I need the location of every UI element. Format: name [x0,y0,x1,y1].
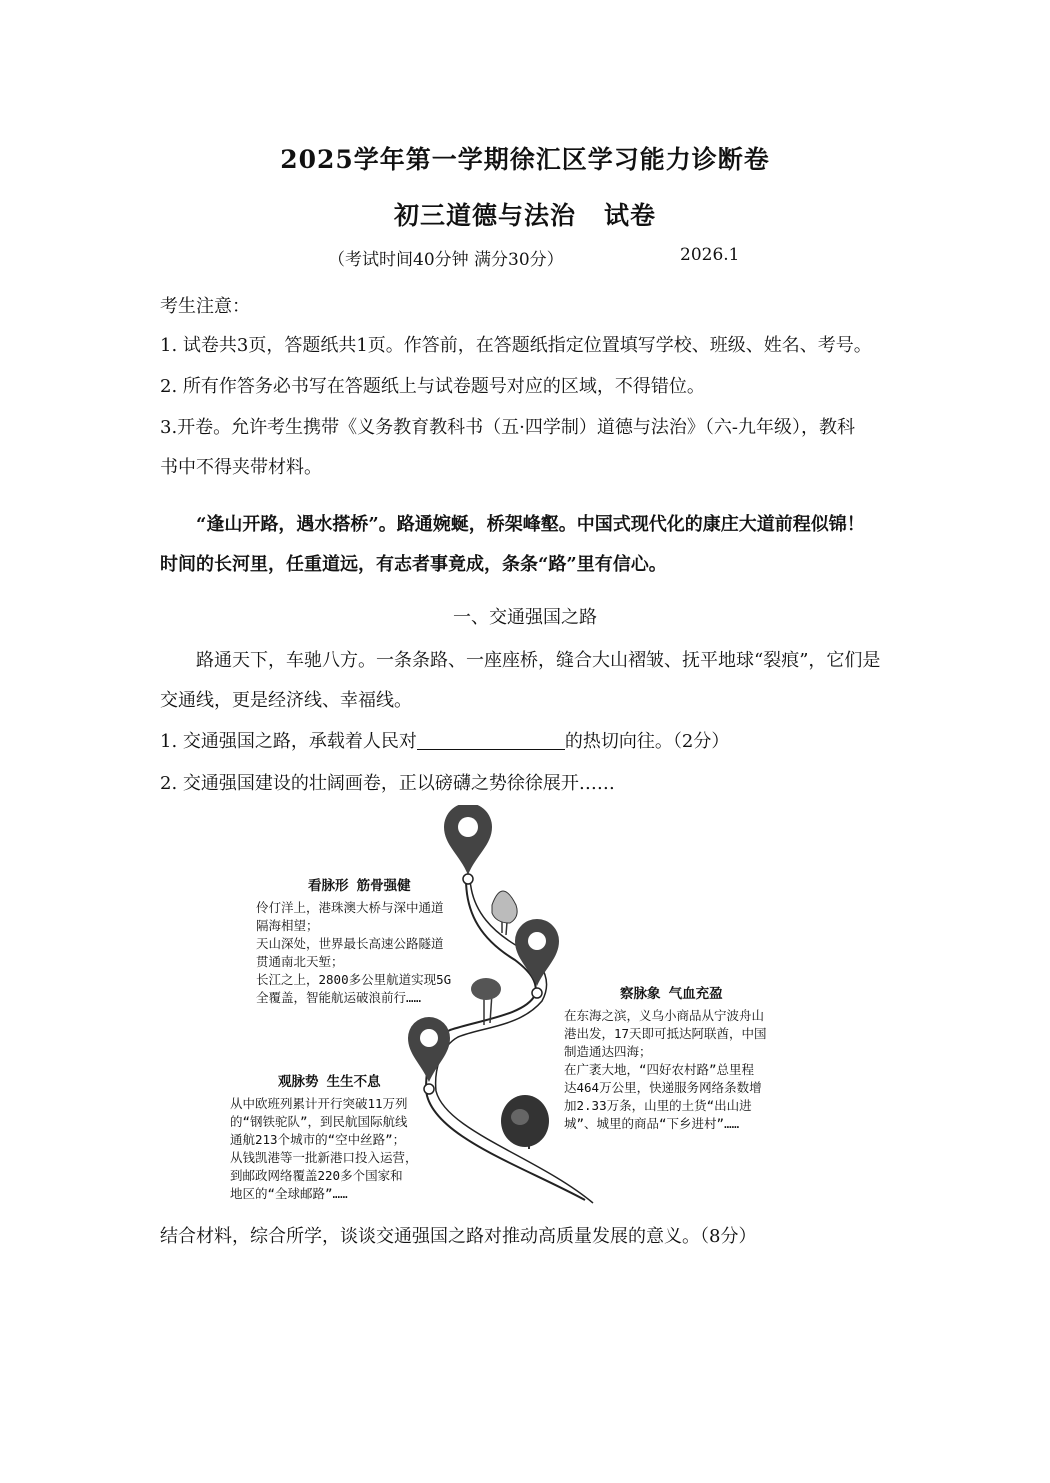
block-right-line: 加2.33万条，山里的土货“出山进 [564,1098,752,1113]
block-bottom-line: 通航213个城市的“空中丝路”； [230,1132,406,1147]
paper-label: 试卷 [604,201,657,230]
exam-date: 2026.1 [680,245,740,265]
block-right-line: 在广袤大地，“四好农村路”总里程 [564,1062,755,1077]
exam-info: （考试时间40分钟 满分30分） [328,250,564,270]
exam-title: 2025学年第一学期徐汇区学习能力诊断卷 [280,145,770,174]
block-bottom-heading: 观脉势 生生不息 [278,1074,381,1090]
block-left-line: 天山深处，世界最长高速公路隧道 [256,936,444,951]
block-bottom-line: 地区的“全球邮路”…… [230,1186,348,1201]
location-pin-icon [515,919,559,998]
intro-line-1: “逢山开路，遇水搭桥”。路通婉蜒，桥架峰壑。中国式现代化的康庄大道前程似锦！ [196,514,865,535]
block-left-line: 长江之上，2800多公里航道实现5G [256,972,452,987]
block-right-line: 制造通达四海； [564,1044,652,1059]
answer-blank [417,731,565,750]
block-right-line: 城”、城里的商品“下乡进村”…… [564,1116,740,1131]
text-block-bottom [230,1073,418,1203]
question-2: 2. 交通强国建设的壮阔画卷，正以磅礴之势徐徐展开…… [160,773,615,794]
notice-item-2: 2. 所有作答务必书写在答题纸上与试卷题号对应的区域，不得错位。 [160,376,705,397]
exam-subtitle [0,196,1050,232]
notice-heading: 考生注意： [160,296,250,317]
block-left-line: 隔海相望； [256,918,319,933]
block-left-heading: 看脉形 筋骨强健 [308,878,411,894]
block-bottom-line: 的“钢铁驼队”，到民航国际航线 [230,1114,408,1129]
block-right-line: 在东海之滨，义乌小商品从宁波舟山 [564,1008,765,1023]
tree-icon [501,1095,549,1149]
block-right-line: 港出发，17天即可抵达阿联酋，中国 [564,1026,767,1041]
block-left-line: 伶仃洋上，港珠澳大桥与深中通道 [256,900,444,915]
section-paragraph-line-1: 路通天下，车驰八方。一条条路、一座座桥，缝合大山褶皱、抚平地球“裂痕”，它们是 [196,650,881,671]
block-left-line: 贯通南北天堑； [256,954,344,969]
question-1-score: 的热切向往。（2分） [564,731,730,752]
text-block-left [256,877,451,1007]
block-right-heading: 察脉象 气血充盈 [620,986,723,1002]
notice-item-1: 1. 试卷共3页，答题纸共1页。作答前，在答题纸指定位置填写学校、班级、姓名、考号。 [160,335,872,356]
block-bottom-line: 从中欧班列累计开行突破11万列 [230,1096,408,1111]
location-pin-icon [444,805,492,884]
block-bottom-line: 从钱凯港等一批新港口投入运营， [230,1150,418,1165]
subject-name: 初三道德与法治 [393,201,576,230]
road-map-figure [220,805,820,1210]
question-2-task: 结合材料，综合所学，谈谈交通强国之路对推动高质量发展的意义。（8分） [160,1226,757,1247]
section-paragraph-line-2: 交通线，更是经济线、幸福线。 [160,690,412,711]
block-right-line: 达464万公里，快递服务网络条数增 [564,1080,762,1095]
question-1-text: 1. 交通强国之路，承载着人民对 [160,731,417,752]
notice-item-3-line-1: 3.开卷。允许考生携带《义务教育教科书（五·四学制）道德与法治》（六-九年级），教科 [160,417,855,438]
notice-item-3-line-2: 书中不得夹带材料。 [160,457,322,478]
intro-line-2: 时间的长河里，任重道远，有志者事竟成，条条“路”里有信心。 [160,554,667,575]
section-heading: 一、交通强国之路 [453,607,597,628]
question-1 [160,727,729,753]
block-left-line: 全覆盖，智能航运破浪前行…… [256,990,422,1005]
block-bottom-line: 到邮政网络覆盖220多个国家和 [230,1168,403,1183]
tree-icon [492,891,517,935]
text-block-right [564,985,767,1133]
